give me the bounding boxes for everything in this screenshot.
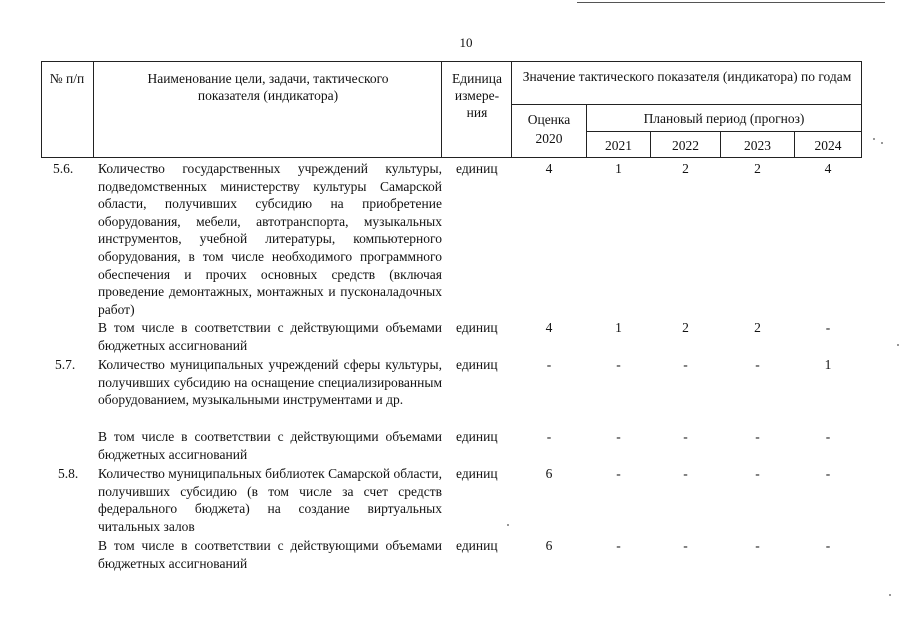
row-value: -: [755, 538, 760, 553]
header-right-border: [861, 61, 862, 157]
row-value: -: [616, 429, 621, 444]
row-number: 5.7.: [55, 357, 76, 372]
row-value: 1: [615, 320, 622, 335]
header-planned-period: Плановый период (прогноз): [643, 111, 805, 126]
row-unit: единиц: [456, 429, 498, 444]
row-value: 2: [682, 320, 689, 335]
header-bottom-border: [41, 157, 862, 158]
header-estimate: Оценка: [527, 112, 571, 127]
row-indicator-text: Количество муниципальных учреждений сферы культуры, получивших субсидию на оснащение специализированным оборудованием, музыкальными инструментами и др.: [98, 357, 442, 408]
row-value: -: [546, 429, 552, 444]
row-unit: единиц: [456, 538, 498, 553]
row-value: -: [616, 466, 621, 481]
row-indicator-text: В том числе в соответствии с действующими объемами бюджетных ассигнований: [98, 538, 442, 571]
row-value: -: [825, 320, 831, 335]
header-left-border: [41, 61, 42, 157]
row-value: 4: [545, 320, 553, 335]
row-value: -: [546, 357, 552, 372]
row-number: 5.6.: [53, 161, 74, 176]
row-value: 6: [545, 466, 553, 481]
row-value: -: [825, 538, 831, 553]
scan-speck: [507, 524, 509, 526]
header-year: 2020: [535, 131, 563, 146]
row-value: -: [825, 466, 831, 481]
row-value: -: [683, 357, 688, 372]
header-year: 2022: [672, 138, 699, 153]
row-value: -: [825, 429, 831, 444]
row-value: -: [683, 538, 688, 553]
row-indicator-text: Количество государственных учреждений культуры, подведомственных министерству культуры Самарской области, получивших субсидию на приобретение оборудования, мебели, автотранспорта, музыкальных инструментов, учебной литературы, компьютерного оборудования, в том числе необходимого программного обеспечения и прочих основных средств (включая проведение демонтажных, монтажных и пусконаладочных работ): [98, 161, 442, 317]
page-number: 10: [459, 35, 473, 50]
row-value: -: [755, 466, 760, 481]
row-value: 1: [824, 357, 832, 372]
header-unit: Единица измере-ния: [451, 71, 502, 120]
row-unit: единиц: [456, 320, 498, 335]
row-value: 4: [545, 161, 553, 176]
row-value: -: [616, 357, 621, 372]
header-year: 2024: [814, 138, 842, 153]
header-number: № п/п: [49, 71, 85, 86]
row-unit: единиц: [456, 357, 498, 372]
scan-speck: [889, 594, 891, 596]
row-value: -: [616, 538, 621, 553]
row-number: 5.8.: [58, 466, 79, 481]
row-value: 6: [545, 538, 553, 553]
row-value: -: [755, 357, 760, 372]
header-group-divider: [511, 104, 862, 105]
header-year: 2021: [605, 138, 632, 153]
row-value: -: [755, 429, 760, 444]
row-indicator-text: В том числе в соответствии с действующими объемами бюджетных ассигнований: [98, 320, 442, 353]
header-col-divider: [93, 61, 94, 157]
row-indicator-text: Количество муниципальных библиотек Самарской области, получивших субсидию (в том числе за счет средств федерального бюджета) на создание виртуальных читальных залов: [98, 466, 443, 534]
row-unit: единиц: [456, 466, 498, 481]
header-indicator-name: Наименование цели, задачи, тактического показателя (индикатора): [147, 71, 389, 103]
header-col-divider: [441, 61, 442, 157]
header-year: 2023: [744, 138, 771, 153]
row-value: 2: [754, 161, 761, 176]
row-value: -: [683, 429, 688, 444]
row-value: 2: [754, 320, 761, 335]
header-values-group: Значение тактического показателя (индикатора) по годам: [522, 69, 852, 84]
scan-speck: [873, 138, 875, 140]
header-years-divider: [586, 131, 862, 132]
header-top-border: [41, 61, 862, 62]
header-col-divider: [511, 61, 512, 157]
row-value: -: [683, 466, 688, 481]
scan-speck: [881, 142, 883, 144]
top-rule: [577, 2, 885, 3]
row-value: 4: [824, 161, 832, 176]
row-value: 2: [682, 161, 689, 176]
row-value: 1: [615, 161, 622, 176]
row-indicator-text: В том числе в соответствии с действующими объемами бюджетных ассигнований: [98, 429, 442, 462]
row-unit: единиц: [456, 161, 498, 176]
scan-speck: [897, 344, 899, 346]
